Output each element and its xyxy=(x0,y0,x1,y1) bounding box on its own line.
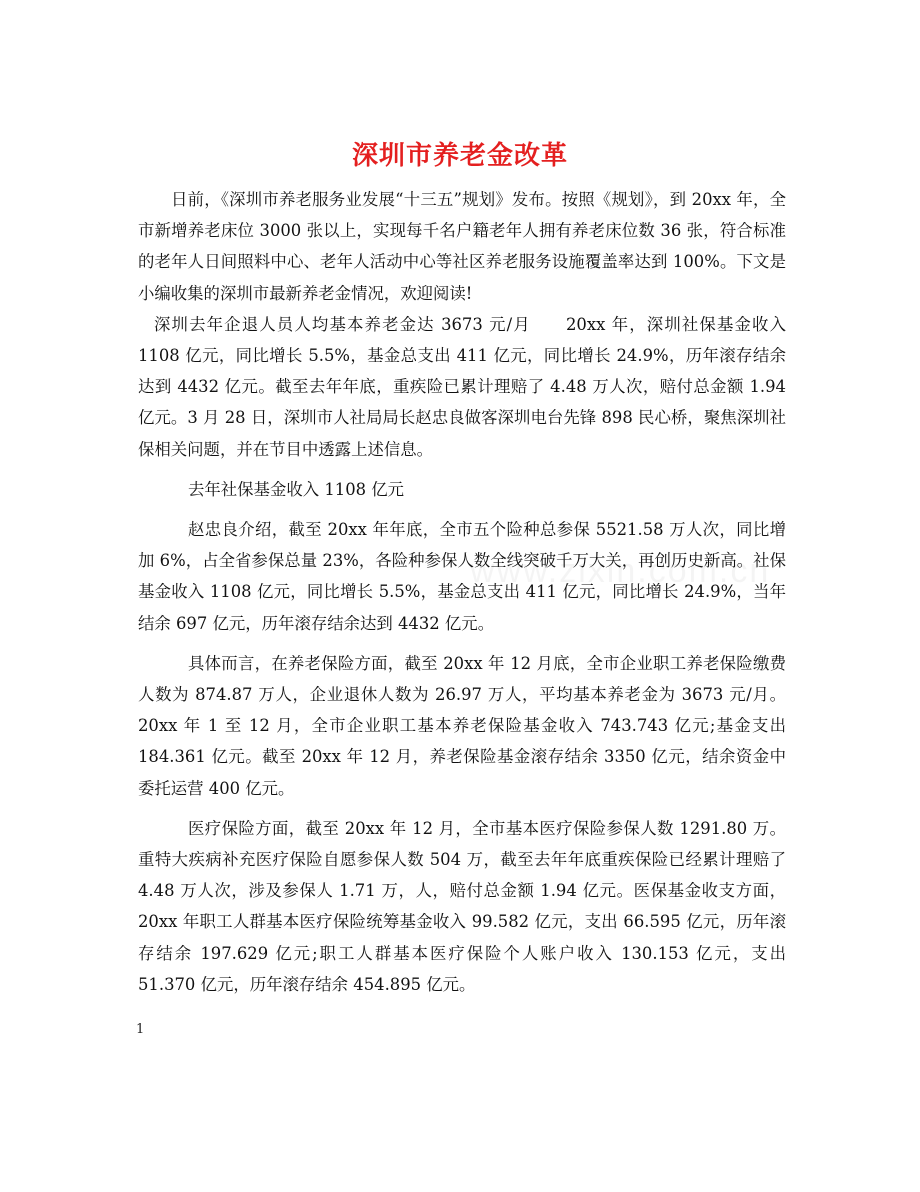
paragraph-intro: 日前，《深圳市养老服务业发展“十三五”规划》发布。按照《规划》，到 20xx 年，全市新增养老床位 3000 张以上，实现每千名户籍老年人拥有养老床位数 36 张，符合标准的老年人日间照料中心、老年人活动中心等社区养老服务设施覆盖率达到 100%。下文是小编收集的深圳市最新养老金情况，欢迎阅读! xyxy=(138,190,786,303)
paragraph-summary: 深圳去年企退人员人均基本养老金达 3673 元/月 20xx 年，深圳社保基金收入 1108 亿元，同比增长 5.5%，基金总支出 411 亿元，同比增长 24.9%，历年滚存结余达到 4432 亿元。截至去年年底，重疾险已累计理赔了 4.48 万人次，赔付总金额 1.94 亿元。3 月 28 日，深圳市人社局局长赵忠良做客深圳电台先锋 898 民心桥，聚焦深圳社保相关问题，并在节目中透露上述信息。 xyxy=(138,314,786,459)
paragraph-social-insurance: 赵忠良介绍，截至 20xx 年年底，全市五个险种总参保 5521.58 万人次，同比增加 6%，占全省参保总量 23%，各险种参保人数全线突破千万大关，再创历史新高。社保基金收入 1108 亿元，同比增长 5.5%，基金总支出 411 亿元，同比增长 24.9%，当年结余 697 亿元，历年滚存结余达到 4432 亿元。 xyxy=(138,520,786,633)
section-heading: 去年社保基金收入 1108 亿元 xyxy=(188,479,405,499)
document-title: 深圳市养老金改革 xyxy=(351,141,568,172)
paragraph-medical: 医疗保险方面，截至 20xx 年 12 月，全市基本医疗保险参保人数 1291.80 万。重特大疾病补充医疗保险自愿参保人数 504 万，截至去年年底重疾保险已经累计理赔了 4.48 万人次，涉及参保人 1.71 万，人，赔付总金额 1.94 亿元。医保基金收支方面，20xx 年职工人群基本医疗保险统筹基金收入 99.582 亿元，支出 66.595 亿元，历年滚存结余 197.629 亿元;职工人群基本医疗保险个人账户收入 130.153 亿元，支出 51.370 亿元，历年滚存结余 454.895 亿元。 xyxy=(138,818,786,994)
paragraph-pension: 具体而言，在养老保险方面，截至 20xx 年 12 月底，全市企业职工养老保险缴费人数为 874.87 万人，企业退休人数为 26.97 万人，平均基本养老金为 3673 元/月。20xx 年 1 至 12 月，全市企业职工基本养老保险基金收入 743.743 亿元;基金支出 184.361 亿元。截至 20xx 年 12 月，养老保险基金滚存结余 3350 亿元，结余资金中委托运营 400 亿元。 xyxy=(138,653,786,798)
document-body xyxy=(138,184,786,1000)
page-number: 1 xyxy=(136,1022,145,1037)
